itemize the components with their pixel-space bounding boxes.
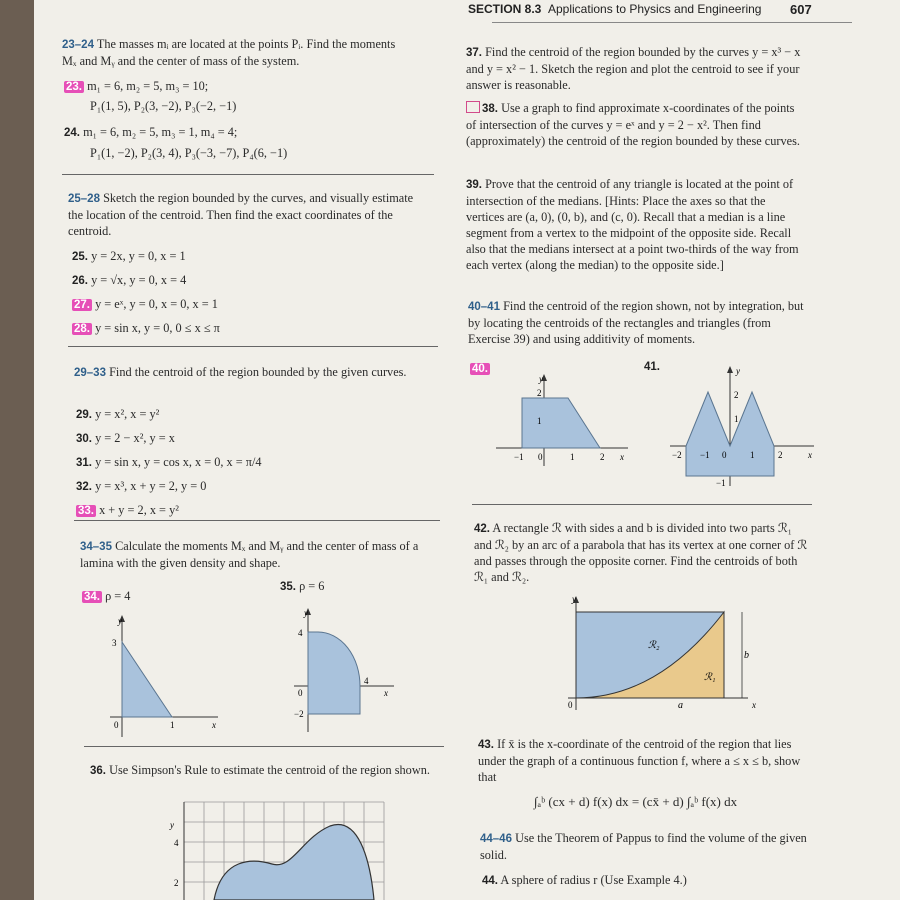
figure-35 <box>284 604 414 736</box>
tick-label: 2 <box>600 452 605 462</box>
divider <box>74 520 440 521</box>
tick-label: 4 <box>298 628 303 638</box>
axis-label-y: y <box>572 594 576 604</box>
tick-label: 2 <box>174 878 179 888</box>
page-number: 607 <box>790 2 812 17</box>
trapezoid-region <box>522 398 600 448</box>
tick-label: 1 <box>734 414 739 424</box>
figure-40 <box>488 372 638 468</box>
divider <box>84 746 444 747</box>
exercise-38: 38. Use a graph to find approximate x-coordinates of the points of intersection of the curves y = eˣ and y = 2 − x². Then find (approximately) the centroid of the region bounded by these curves. <box>466 101 800 148</box>
exercise-28: 28. y = sin x, y = 0, 0 ≤ x ≤ π <box>74 321 220 335</box>
exercise-24-points: P₁(1, −2), P₂(3, 4), P₃(−3, −7), P₄(6, −1) <box>90 146 288 160</box>
tick-label: 3 <box>112 638 117 648</box>
section-title: Applications to Physics and Engineering <box>548 2 762 16</box>
axis-label-y: y <box>304 608 308 618</box>
axis-label-y: y <box>539 374 543 384</box>
exercise-23: 23. m₁ = 6, m₂ = 5, m₃ = 10; <box>66 79 209 93</box>
exercise-40-label: 40. <box>472 363 488 375</box>
exercise-30: 30. y = 2 − x², y = x <box>76 431 175 445</box>
exercise-group-29-33: 29–33 Find the centroid of the region bounded by the given curves. <box>74 365 407 379</box>
axis-label-x: x <box>212 720 216 730</box>
header-rule <box>492 22 852 23</box>
figure-34 <box>100 612 230 744</box>
tick-label: 1 <box>170 720 175 730</box>
region-label: ℛ₂ <box>648 640 660 651</box>
axis-label-x: x <box>384 688 388 698</box>
exercise-41-label: 41. <box>644 361 660 373</box>
tick-label: 2 <box>537 388 542 398</box>
tick-label: 0 <box>298 688 303 698</box>
exercise-group-40-41: 40–41 Find the centroid of the region shown, not by integration, but by locating the centroids of the rectangles and triangles (from Exercise 39) and using additivity of moments. <box>468 299 804 346</box>
tick-label: 4 <box>364 676 369 686</box>
tick-label: −2 <box>672 450 682 460</box>
exercise-44: 44. A sphere of radius r (Use Example 4.) <box>482 873 687 887</box>
divider <box>62 174 434 175</box>
figure-42 <box>558 594 758 714</box>
axis-label-y: y <box>170 820 174 830</box>
tick-label: −1 <box>514 452 524 462</box>
triangle-region <box>122 642 172 717</box>
exercise-35: 35. ρ = 6 <box>280 579 325 593</box>
exercise-33: 33. x + y = 2, x = y² <box>78 503 179 517</box>
axis-label-x: x <box>620 452 624 462</box>
exercise-25: 25. y = 2x, y = 0, x = 1 <box>72 249 186 263</box>
textbook-page <box>34 0 900 900</box>
tick-label: 2 <box>778 450 783 460</box>
exercise-group-23-24: 23–24 The masses mᵢ are located at the points Pᵢ. Find the moments Mₓ and Mᵧ and the center of mass of the system. <box>62 37 396 68</box>
exercise-29: 29. y = x², x = y² <box>76 407 160 421</box>
tick-label: 0 <box>114 720 119 730</box>
figure-36 <box>162 798 392 900</box>
tick-label: 0 <box>568 700 573 710</box>
tick-label: 0 <box>538 452 543 462</box>
tick-label: −2 <box>294 709 304 719</box>
axis-label-x: x <box>752 700 756 710</box>
exercise-43-formula: ∫ₐᵇ (cx + d) f(x) dx = (cx̄ + d) ∫ₐᵇ f(x) dx <box>534 794 738 809</box>
exercise-group-34-35: 34–35 Calculate the moments Mₓ and Mᵧ and the center of mass of a lamina with the given density and shape. <box>80 539 419 570</box>
exercise-group-44-46: 44–46 Use the Theorem of Pappus to find the volume of the given solid. <box>480 831 807 862</box>
exercise-32: 32. y = x³, x + y = 2, y = 0 <box>76 479 207 493</box>
tick-label: 1 <box>570 452 575 462</box>
exercise-27: 27. y = eˣ, y = 0, x = 0, x = 1 <box>74 297 218 311</box>
tick-label: 4 <box>174 838 179 848</box>
tick-label: −1 <box>700 450 710 460</box>
dimension-label: b <box>744 650 749 661</box>
exercise-37: 37. Find the centroid of the region bounded by the curves y = x³ − x and y = x² − 1. Sketch the region and plot the centroid to see if your answer is reasonable. <box>466 45 801 92</box>
divider <box>68 346 438 347</box>
tick-label: −1 <box>716 478 726 488</box>
lamina-region <box>308 632 360 714</box>
axis-label-y: y <box>736 366 740 376</box>
figure-41 <box>664 362 820 488</box>
section-number: SECTION 8.3 <box>468 2 542 16</box>
exercise-23-points: P₁(1, 5), P₂(3, −2), P₃(−2, −1) <box>90 99 237 113</box>
graphing-icon <box>466 101 480 113</box>
tick-label: 1 <box>537 416 542 426</box>
exercise-42: 42. A rectangle ℛ with sides a and b is divided into two parts ℛ₁ and ℛ₂ by an arc of a parabola that has its vertex at one corner of ℛ and passes through the opposite corner. Find the centroids of both ℛ₁ and ℛ₂. <box>474 521 808 584</box>
exercise-26: 26. y = √x, y = 0, x = 4 <box>72 273 187 287</box>
exercise-group-25-28: 25–28 Sketch the region bounded by the curves, and visually estimate the location of the centroid. Then find the exact coordinates of the centroid. <box>68 191 414 238</box>
exercise-24: 24. m₁ = 6, m₂ = 5, m₃ = 1, m₄ = 4; <box>64 125 238 139</box>
axis-label-x: x <box>808 450 812 460</box>
exercise-34: 34. ρ = 4 <box>84 589 131 603</box>
exercise-39: 39. Prove that the centroid of any triangle is located at the point of intersection of the medians. [Hints: Place the axes so that the vertices are (a, 0), (0, b), and (c, 0). Recall that a median is a line segment from a vertex to the midpoint of the opposite side. Recall also that the medians intersect at a point two-thirds of the way from each vertex (along the median) to the opposite side.] <box>466 177 799 272</box>
tick-label: 2 <box>734 390 739 400</box>
tick-label: 0 <box>722 450 727 460</box>
exercise-43: 43. If x̄ is the x-coordinate of the centroid of the region that lies under the graph of a continuous function f, where a ≤ x ≤ b, show that <box>478 737 801 784</box>
divider <box>472 504 812 505</box>
exercise-36: 36. Use Simpson's Rule to estimate the centroid of the region shown. <box>90 763 430 777</box>
exercise-31: 31. y = sin x, y = cos x, x = 0, x = π/4 <box>76 455 262 469</box>
region-label: ℛ₁ <box>704 672 716 683</box>
axis-label-y: y <box>118 616 122 626</box>
tick-label: 1 <box>750 450 755 460</box>
dimension-label: a <box>678 700 683 711</box>
